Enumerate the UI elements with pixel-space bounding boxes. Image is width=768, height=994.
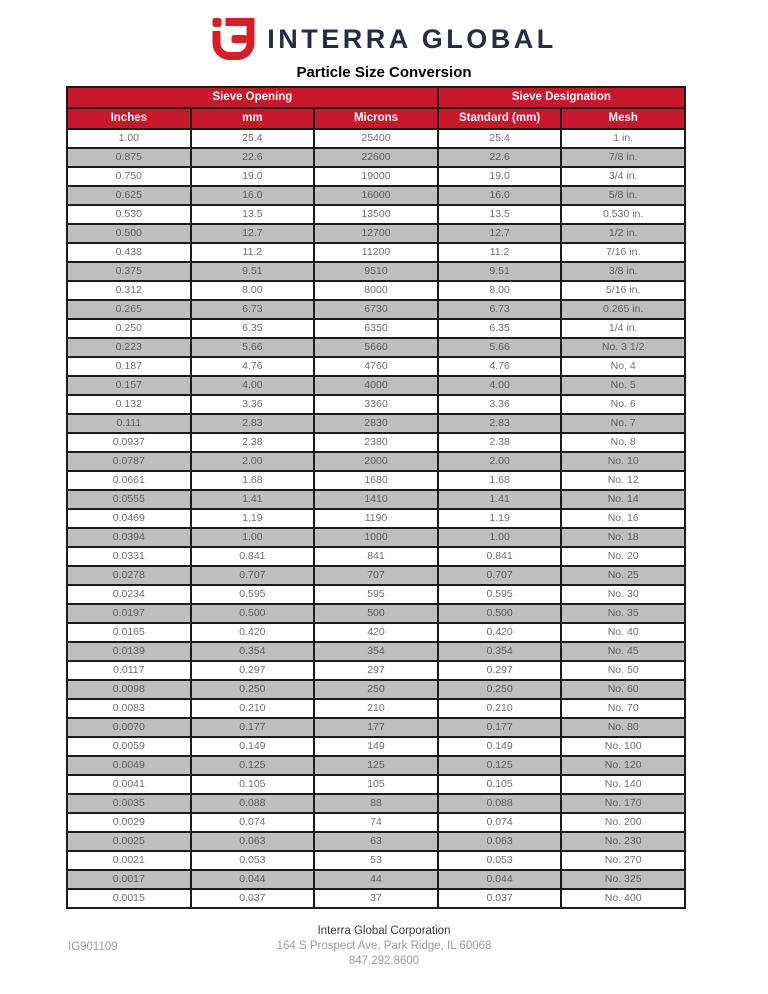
table-cell: 0.044	[438, 870, 562, 889]
table-cell: 0.500	[191, 604, 315, 623]
table-row	[67, 243, 685, 262]
table-cell: 9.51	[438, 262, 562, 281]
table-cell: 6.73	[438, 300, 562, 319]
table-cell: 1.00	[438, 528, 562, 547]
table-cell: 4760	[314, 357, 438, 376]
table-row	[67, 205, 685, 224]
table-cell: 0.841	[438, 547, 562, 566]
table-cell: 0.420	[438, 623, 562, 642]
table-cell: 0.177	[191, 718, 315, 737]
table-cell: 0.0059	[67, 737, 191, 756]
column-header-mm: mm	[191, 108, 315, 129]
table-cell: 19.0	[438, 167, 562, 186]
table-cell: 11.2	[438, 243, 562, 262]
table-row	[67, 414, 685, 433]
group-header-row	[67, 87, 685, 108]
table-cell: 2.83	[191, 414, 315, 433]
table-cell: 0.250	[191, 680, 315, 699]
table-cell: 0.595	[191, 585, 315, 604]
table-cell: 0.707	[438, 566, 562, 585]
table-cell: 0.0937	[67, 433, 191, 452]
table-cell: 0.0555	[67, 490, 191, 509]
table-row	[67, 832, 685, 851]
table-row	[67, 870, 685, 889]
table-cell: 0.111	[67, 414, 191, 433]
table-cell: No. 200	[561, 813, 685, 832]
table-row	[67, 452, 685, 471]
group-header-sieve-designation: Sieve Designation	[438, 87, 685, 108]
table-row	[67, 889, 685, 908]
table-cell: 0.0015	[67, 889, 191, 908]
table-row	[67, 528, 685, 547]
table-cell: 2000	[314, 452, 438, 471]
table-cell: 0.037	[191, 889, 315, 908]
table-cell: 0.149	[438, 737, 562, 756]
table-cell: 0.0021	[67, 851, 191, 870]
table-cell: 250	[314, 680, 438, 699]
table-cell: 0.0049	[67, 756, 191, 775]
table-cell: 3/8 in.	[561, 262, 685, 281]
table-row	[67, 737, 685, 756]
table-header	[67, 87, 685, 129]
table-cell: 2380	[314, 433, 438, 452]
table-cell: 177	[314, 718, 438, 737]
table-cell: 0.265	[67, 300, 191, 319]
table-cell: 0.044	[191, 870, 315, 889]
table-cell: 0.707	[191, 566, 315, 585]
table-cell: 7/16 in.	[561, 243, 685, 262]
table-row	[67, 699, 685, 718]
table-cell: 0.0117	[67, 661, 191, 680]
table-cell: 420	[314, 623, 438, 642]
table-cell: No. 16	[561, 509, 685, 528]
table-cell: 595	[314, 585, 438, 604]
brand-wordmark: INTERRA GLOBAL	[267, 23, 557, 54]
page-footer	[0, 924, 768, 969]
table-row	[67, 661, 685, 680]
table-cell: 297	[314, 661, 438, 680]
table-row	[67, 566, 685, 585]
table-row	[67, 395, 685, 414]
table-cell: 0.500	[438, 604, 562, 623]
brand-logo	[0, 17, 768, 61]
table-cell: No. 270	[561, 851, 685, 870]
table-cell: 0.157	[67, 376, 191, 395]
table-row	[67, 262, 685, 281]
table-cell: 0.053	[438, 851, 562, 870]
table-cell: 0.0035	[67, 794, 191, 813]
table-cell: 0.210	[191, 699, 315, 718]
table-cell: 11200	[314, 243, 438, 262]
table-cell: 3.36	[191, 395, 315, 414]
table-cell: 0.438	[67, 243, 191, 262]
table-cell: 44	[314, 870, 438, 889]
table-cell: No. 170	[561, 794, 685, 813]
table-row	[67, 756, 685, 775]
table-cell: 0.0234	[67, 585, 191, 604]
table-cell: 0.0017	[67, 870, 191, 889]
table-cell: 0.0029	[67, 813, 191, 832]
table-cell: 0.0197	[67, 604, 191, 623]
table-cell: 0.250	[67, 319, 191, 338]
table-cell: No. 3 1/2	[561, 338, 685, 357]
table-cell: 1.68	[438, 471, 562, 490]
table-cell: 0.595	[438, 585, 562, 604]
interra-global-logo-icon	[211, 18, 256, 60]
table-cell: 13.5	[191, 205, 315, 224]
table-row	[67, 604, 685, 623]
table-cell: 1.00	[67, 129, 191, 148]
table-cell: No. 35	[561, 604, 685, 623]
table-cell: 1 in.	[561, 129, 685, 148]
table-cell: 0.037	[438, 889, 562, 908]
table-cell: 2.38	[438, 433, 562, 452]
table-cell: 37	[314, 889, 438, 908]
table-row	[67, 129, 685, 148]
table-cell: No. 40	[561, 623, 685, 642]
table-cell: 0.0025	[67, 832, 191, 851]
table-row	[67, 642, 685, 661]
table-cell: 8.00	[438, 281, 562, 300]
table-cell: 0.105	[438, 775, 562, 794]
table-cell: 6.35	[191, 319, 315, 338]
table-cell: 1000	[314, 528, 438, 547]
table-cell: 0.420	[191, 623, 315, 642]
table-cell: 0.0278	[67, 566, 191, 585]
table-cell: No. 4	[561, 357, 685, 376]
table-cell: 16.0	[191, 186, 315, 205]
table-cell: No. 140	[561, 775, 685, 794]
table-row	[67, 490, 685, 509]
table-cell: 8000	[314, 281, 438, 300]
table-cell: 7/8 in.	[561, 148, 685, 167]
table-cell: 0.0165	[67, 623, 191, 642]
table-cell: 0.210	[438, 699, 562, 718]
column-header-row	[67, 108, 685, 129]
table-cell: 1680	[314, 471, 438, 490]
table-cell: 5660	[314, 338, 438, 357]
table-cell: No. 18	[561, 528, 685, 547]
table-cell: 0.297	[438, 661, 562, 680]
table-row	[67, 376, 685, 395]
table-cell: 9510	[314, 262, 438, 281]
letterhead	[0, 0, 768, 81]
table-cell: 8.00	[191, 281, 315, 300]
table-cell: 0.297	[191, 661, 315, 680]
table-cell: 0.125	[438, 756, 562, 775]
table-cell: 19000	[314, 167, 438, 186]
table-cell: 0.187	[67, 357, 191, 376]
table-cell: 11.2	[191, 243, 315, 262]
page-title: Particle Size Conversion	[296, 64, 472, 81]
table-cell: 88	[314, 794, 438, 813]
table-cell: 3.36	[438, 395, 562, 414]
table-cell: 4.00	[438, 376, 562, 395]
table-cell: 4000	[314, 376, 438, 395]
table-cell: 22.6	[438, 148, 562, 167]
table-cell: 19.0	[191, 167, 315, 186]
table-row	[67, 851, 685, 870]
table-cell: 0.250	[438, 680, 562, 699]
table-cell: 149	[314, 737, 438, 756]
table-cell: 74	[314, 813, 438, 832]
table-cell: 0.132	[67, 395, 191, 414]
table-cell: 0.0098	[67, 680, 191, 699]
table-row	[67, 281, 685, 300]
table-row	[67, 775, 685, 794]
table-cell: 841	[314, 547, 438, 566]
table-cell: 0.0787	[67, 452, 191, 471]
table-cell: 5/16 in.	[561, 281, 685, 300]
table-cell: 2.38	[191, 433, 315, 452]
table-cell: 6.73	[191, 300, 315, 319]
table-cell: 0.063	[191, 832, 315, 851]
table-cell: 13500	[314, 205, 438, 224]
table-cell: 0.088	[438, 794, 562, 813]
column-header-standard-mm: Standard (mm)	[438, 108, 562, 129]
table-cell: No. 5	[561, 376, 685, 395]
table-cell: 500	[314, 604, 438, 623]
footer-phone: 847.292.8600	[348, 955, 420, 967]
footer-company-name: Interra Global Corporation	[317, 925, 451, 937]
table-cell: 5.66	[191, 338, 315, 357]
table-cell: No. 325	[561, 870, 685, 889]
table-cell: 6350	[314, 319, 438, 338]
table-row	[67, 357, 685, 376]
column-header-inches: Inches	[67, 108, 191, 129]
table-row	[67, 300, 685, 319]
table-cell: 1.68	[191, 471, 315, 490]
table-cell: 25.4	[191, 129, 315, 148]
table-cell: No. 100	[561, 737, 685, 756]
table-cell: 12700	[314, 224, 438, 243]
table-cell: 0.125	[191, 756, 315, 775]
table-cell: 1/4 in.	[561, 319, 685, 338]
table-row	[67, 224, 685, 243]
table-cell: 0.149	[191, 737, 315, 756]
table-cell: 0.312	[67, 281, 191, 300]
table-cell: No. 8	[561, 433, 685, 452]
table-cell: 1/2 in.	[561, 224, 685, 243]
table-cell: No. 7	[561, 414, 685, 433]
table-cell: 5/8 in.	[561, 186, 685, 205]
table-cell: 3/4 in.	[561, 167, 685, 186]
table-cell: 354	[314, 642, 438, 661]
table-row	[67, 813, 685, 832]
table-cell: No. 12	[561, 471, 685, 490]
table-cell: No. 70	[561, 699, 685, 718]
table-row	[67, 623, 685, 642]
table-cell: 16.0	[438, 186, 562, 205]
table-cell: 0.750	[67, 167, 191, 186]
table-row	[67, 148, 685, 167]
table-cell: 4.76	[438, 357, 562, 376]
table-cell: No. 400	[561, 889, 685, 908]
table-cell: 0.0394	[67, 528, 191, 547]
table-cell: 0.223	[67, 338, 191, 357]
table-cell: 0.530	[67, 205, 191, 224]
table-cell: 0.530 in.	[561, 205, 685, 224]
table-cell: 1.41	[438, 490, 562, 509]
table-cell: 125	[314, 756, 438, 775]
table-row	[67, 509, 685, 528]
table-cell: No. 20	[561, 547, 685, 566]
table-cell: 6.35	[438, 319, 562, 338]
table-cell: 1.19	[438, 509, 562, 528]
table-row	[67, 547, 685, 566]
table-row	[67, 680, 685, 699]
table-cell: 0.105	[191, 775, 315, 794]
table-cell: 63	[314, 832, 438, 851]
table-cell: 1410	[314, 490, 438, 509]
table-cell: 0.0139	[67, 642, 191, 661]
table-cell: 12.7	[191, 224, 315, 243]
table-cell: No. 80	[561, 718, 685, 737]
table-cell: 0.0661	[67, 471, 191, 490]
table-cell: 0.074	[438, 813, 562, 832]
table-cell: 2.00	[191, 452, 315, 471]
table-cell: 1.19	[191, 509, 315, 528]
document-id: IG901109	[68, 941, 118, 953]
table-cell: 2830	[314, 414, 438, 433]
column-header-mesh: Mesh	[561, 108, 685, 129]
table-cell: 1.41	[191, 490, 315, 509]
table-cell: 0.0041	[67, 775, 191, 794]
table-cell: No. 10	[561, 452, 685, 471]
table-cell: 4.76	[191, 357, 315, 376]
table-cell: 9.51	[191, 262, 315, 281]
table-cell: 0.500	[67, 224, 191, 243]
column-header-microns: Microns	[314, 108, 438, 129]
table-cell: 707	[314, 566, 438, 585]
table-body	[67, 129, 685, 908]
table-row	[67, 433, 685, 452]
table-cell: 13.5	[438, 205, 562, 224]
table-cell: 0.088	[191, 794, 315, 813]
table-cell: 6730	[314, 300, 438, 319]
table-cell: 16000	[314, 186, 438, 205]
table-cell: No. 25	[561, 566, 685, 585]
table-cell: 210	[314, 699, 438, 718]
table-cell: 0.875	[67, 148, 191, 167]
table-cell: No. 50	[561, 661, 685, 680]
table-cell: 0.354	[438, 642, 562, 661]
footer-address: 164 S Prospect Ave, Park Ridge, IL 60068	[276, 940, 492, 952]
table-cell: 4.00	[191, 376, 315, 395]
table-cell: No. 30	[561, 585, 685, 604]
table-cell: 0.625	[67, 186, 191, 205]
table-cell: 53	[314, 851, 438, 870]
table-row	[67, 186, 685, 205]
table-row	[67, 794, 685, 813]
table-cell: 0.0083	[67, 699, 191, 718]
table-cell: 0.265 in.	[561, 300, 685, 319]
particle-size-conversion-table	[66, 86, 686, 909]
table-cell: 0.053	[191, 851, 315, 870]
table-cell: 1.00	[191, 528, 315, 547]
table-cell: 0.063	[438, 832, 562, 851]
table-cell: No. 60	[561, 680, 685, 699]
table-row	[67, 319, 685, 338]
table-row	[67, 167, 685, 186]
table-cell: 22600	[314, 148, 438, 167]
table-cell: 25400	[314, 129, 438, 148]
table-cell: 1190	[314, 509, 438, 528]
table-cell: 105	[314, 775, 438, 794]
table-cell: 2.00	[438, 452, 562, 471]
table-cell: 0.0469	[67, 509, 191, 528]
table-row	[67, 338, 685, 357]
table-cell: No. 14	[561, 490, 685, 509]
group-header-sieve-opening: Sieve Opening	[67, 87, 438, 108]
table-cell: No. 6	[561, 395, 685, 414]
table-cell: 0.841	[191, 547, 315, 566]
table-cell: 0.375	[67, 262, 191, 281]
table-row	[67, 585, 685, 604]
table-row	[67, 471, 685, 490]
table-cell: 0.0331	[67, 547, 191, 566]
table-cell: 25.4	[438, 129, 562, 148]
table-cell: 2.83	[438, 414, 562, 433]
table-cell: 0.177	[438, 718, 562, 737]
table-cell: 12.7	[438, 224, 562, 243]
table-cell: 22.6	[191, 148, 315, 167]
table-cell: 0.354	[191, 642, 315, 661]
table-cell: 0.074	[191, 813, 315, 832]
table-cell: 3360	[314, 395, 438, 414]
table-cell: No. 45	[561, 642, 685, 661]
table-row	[67, 718, 685, 737]
table-cell: 0.0070	[67, 718, 191, 737]
table-cell: 5.66	[438, 338, 562, 357]
table-cell: No. 230	[561, 832, 685, 851]
table-cell: No. 120	[561, 756, 685, 775]
